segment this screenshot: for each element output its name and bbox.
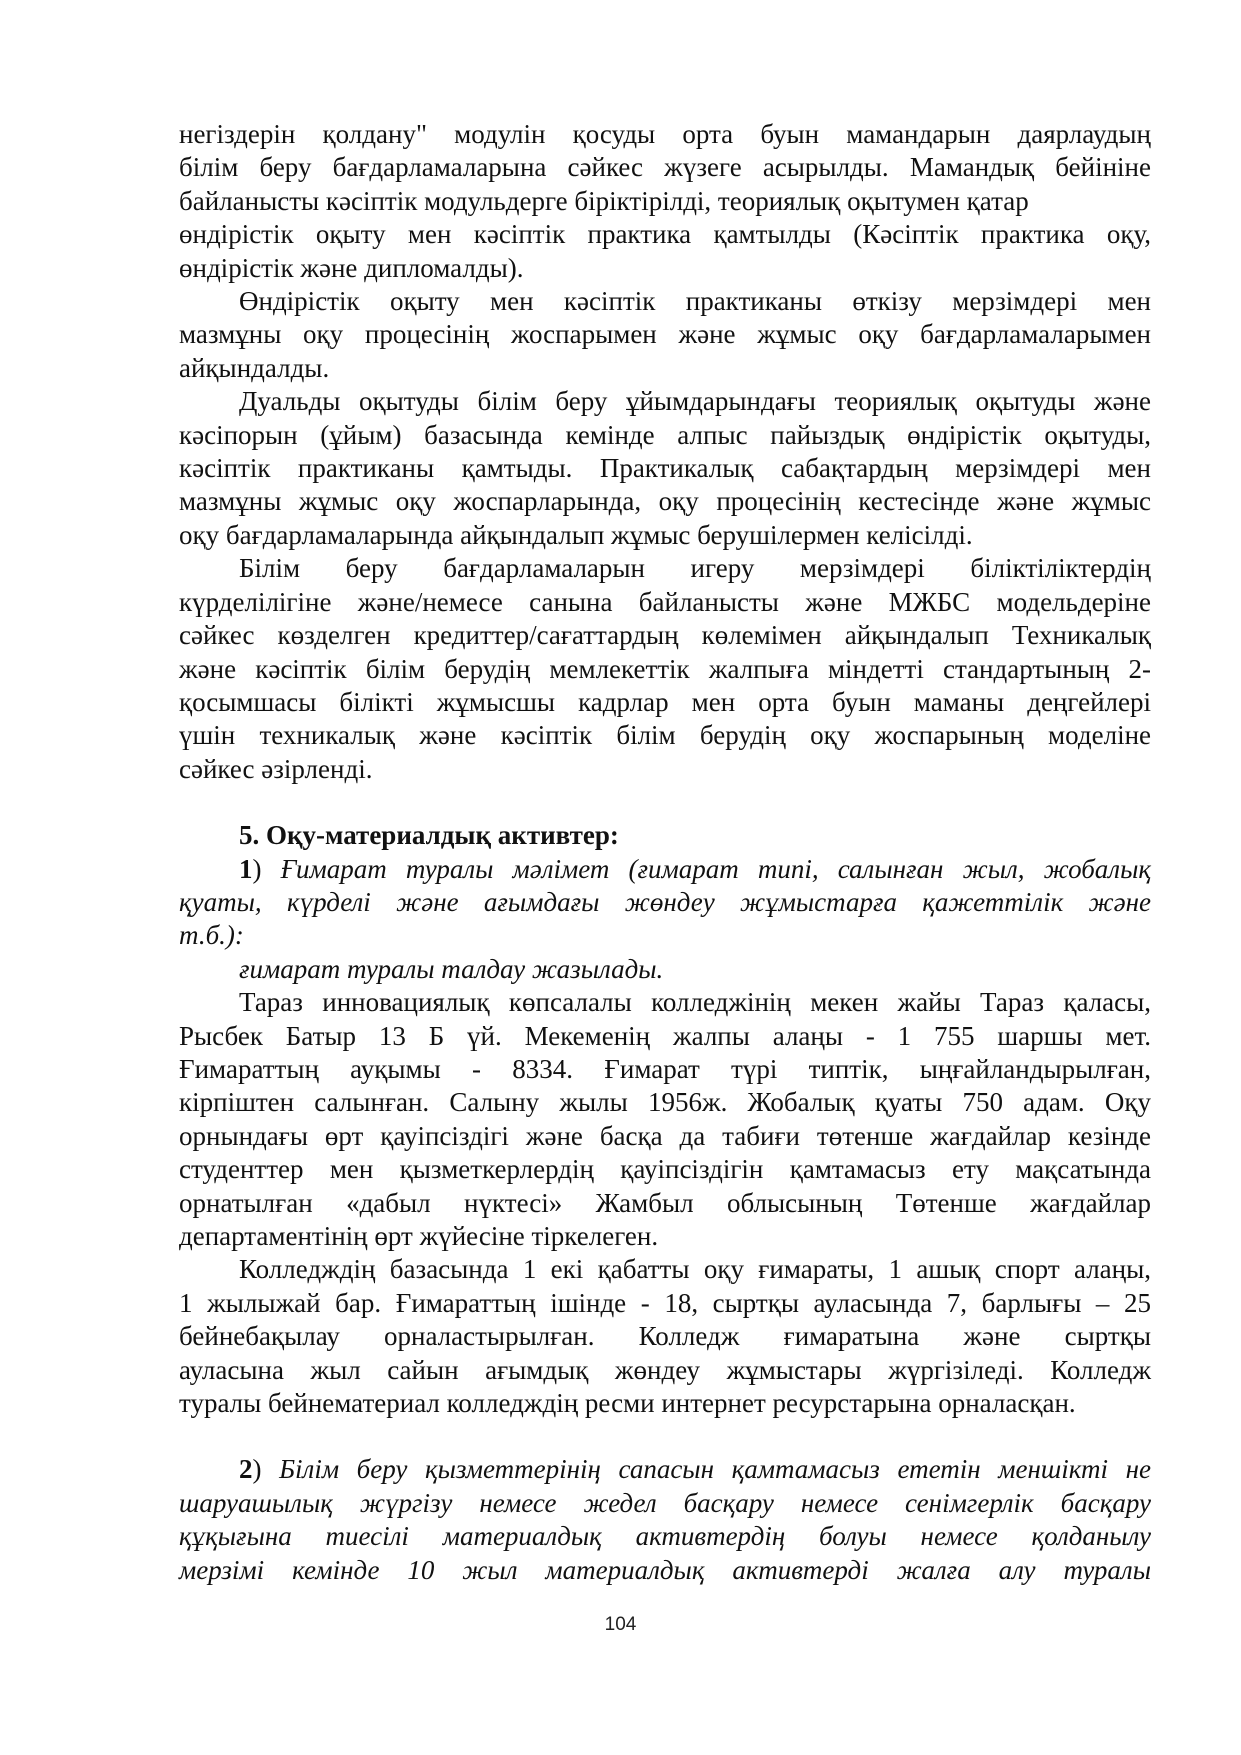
text-line (179, 1453, 1151, 1486)
text-line: 1 жылыжай бар. Ғимараттың ішінде - 18, сыртқы ауласында 7, барлығы – 25 (179, 1287, 1151, 1318)
text-line: департаментінің өрт жүйесіне тіркелеген. (179, 1221, 659, 1251)
item-building-info (179, 853, 1151, 953)
text-line: бейнебақылау орналастырылған. Колледж ғимаратына және сыртқы (179, 1321, 1151, 1352)
text-line: айқындалды. (179, 352, 330, 383)
text-line: мазмұны жұмыс оқу жоспарларында, оқу процесінің кестесінде және жұмыс (179, 486, 1151, 517)
item-note: ғимарат туралы талдау жазылады. (239, 953, 664, 984)
text-line: қосымшасы білікті жұмысшы кадрлар мен орта буын маманы деңгейлері (179, 686, 1151, 717)
text-line: үшін техникалық және кәсіптік білім берудің оқу жоспарының моделіне (179, 720, 1151, 751)
text-line: туралы бейнематериал колледждің ресми интернет ресурстарына орналасқан. (179, 1388, 1076, 1419)
paragraph-practice-terms (179, 285, 1151, 385)
item-text: Ғимарат туралы мәлімет (ғимарат типі, салынған жыл, жобалық (261, 853, 1151, 884)
text-line: білім беру бағдарламаларына сәйкес жүзеге асырылды. Мамандық бейініне (179, 152, 1151, 183)
text-line: орнатылған «дабыл нүктесі» Жамбыл облысының Төтенше жағдайлар (179, 1187, 1151, 1218)
page-number: 104 (604, 1614, 637, 1635)
text-line: Өндірістік оқыту мен кәсіптік практиканы өткізу мерзімдері мен (239, 286, 1151, 317)
text-line: сәйкес көзделген кредиттер/сағаттардың көлемімен айқындалып Техникалық (179, 620, 1151, 651)
text-line: Колледждің базасында 1 екі қабатты оқу ғимараты, 1 ашық спорт алаңы, (239, 1254, 1151, 1285)
section-heading: 5. Оқу-материалдық активтер: (239, 820, 619, 851)
document-page (179, 118, 1151, 1587)
text-line: кәсіптік практиканы қамтыды. Практикалық сабақтардың мерзімдері мен (179, 453, 1151, 484)
text-line: өндірістік оқыту мен кәсіптік практика қамтылды (Кәсіптік практика оқу, (179, 219, 1151, 250)
item-paren: ) (252, 1454, 262, 1485)
item-text: Білім беру қызметтерінің сапасын қамтамасыз ететін меншікті не (261, 1454, 1151, 1485)
text-line: Білім беру бағдарламаларын игеру мерзімдері біліктіліктердің (239, 553, 1151, 584)
item-number: 2 (239, 1454, 253, 1485)
text-line: негіздерін қолдану" модулін қосуды орта буын мамандарын даярлаудың (179, 119, 1151, 149)
paragraph-dual-training (179, 385, 1151, 552)
text-line: кірпіштен салынған. Салыну жылы 1956ж. Жобалық қуаты 750 адам. Оқу (179, 1087, 1151, 1118)
paragraph-college-address (179, 986, 1151, 1253)
text-line: Дуальды оқытуды білім беру ұйымдарындағы теориялық оқытуды және (239, 386, 1151, 417)
text-line: өндірістік және дипломалды). (179, 252, 524, 283)
item-number: 1 (239, 853, 253, 884)
text-line: құқығына тиесілі материалдық активтердің болуы немесе қолданылу (179, 1521, 1151, 1552)
paragraph-college-base (179, 1253, 1151, 1420)
text-line (179, 853, 1151, 886)
text-line: оқу бағдарламаларында айқындалып жұмыс берушілермен келісілді. (179, 519, 973, 550)
text-line: Тараз инновациялық көпсалалы колледжінің мекен жайы Тараз қаласы, (239, 987, 1151, 1018)
paragraph-program-terms (179, 552, 1151, 786)
text-line: қуаты, күрделі және ағымдағы жөндеу жұмыстарға қажеттілік және (179, 886, 1151, 917)
text-line: орнындағы өрт қауіпсіздігі және басқа да табиғи төтенше жағдайлар кезінде (179, 1120, 1151, 1151)
text-line: т.б.): (179, 920, 244, 951)
text-line: Ғимараттың ауқымы - 8334. Ғимарат түрі типтік, ыңғайландырылған, (179, 1053, 1151, 1084)
text-line: студенттер мен қызметкерлердің қауіпсіздігін қамтамасыз ету мақсатында (179, 1154, 1151, 1185)
text-line: және кәсіптік білім берудің мемлекеттік жалпыға міндетті стандартының 2- (179, 653, 1151, 684)
text-line: мерзімі кемінде 10 жыл материалдық активтерді жалға алу туралы (179, 1554, 1151, 1585)
paragraph-modules (179, 118, 1151, 285)
text-line: байланысты кәсіптік модульдерге біріктірілді, теориялық оқытумен қатар (179, 185, 1029, 216)
text-line: шаруашылық жүргізу немесе жедел басқару немесе сенімгерлік басқару (179, 1487, 1151, 1518)
text-line: сәйкес әзірленді. (179, 753, 373, 784)
item-paren: ) (252, 853, 262, 884)
text-line: күрделілігіне және/немесе санына байланысты және МЖБС модельдеріне (179, 586, 1151, 617)
item-material-assets (179, 1453, 1151, 1587)
text-line: мазмұны оқу процесінің жоспарымен және жұмыс оқу бағдарламаларымен (179, 319, 1151, 350)
text-line: Рысбек Батыр 13 Б үй. Мекеменің жалпы алаңы - 1 755 шаршы мет. (179, 1020, 1151, 1051)
text-line: кәсіпорын (ұйым) базасында кемінде алпыс пайыздық өндірістік оқытуды, (179, 419, 1151, 450)
text-line: ауласына жыл сайын ағымдық жөндеу жұмыстары жүргізіледі. Колледж (179, 1354, 1151, 1385)
